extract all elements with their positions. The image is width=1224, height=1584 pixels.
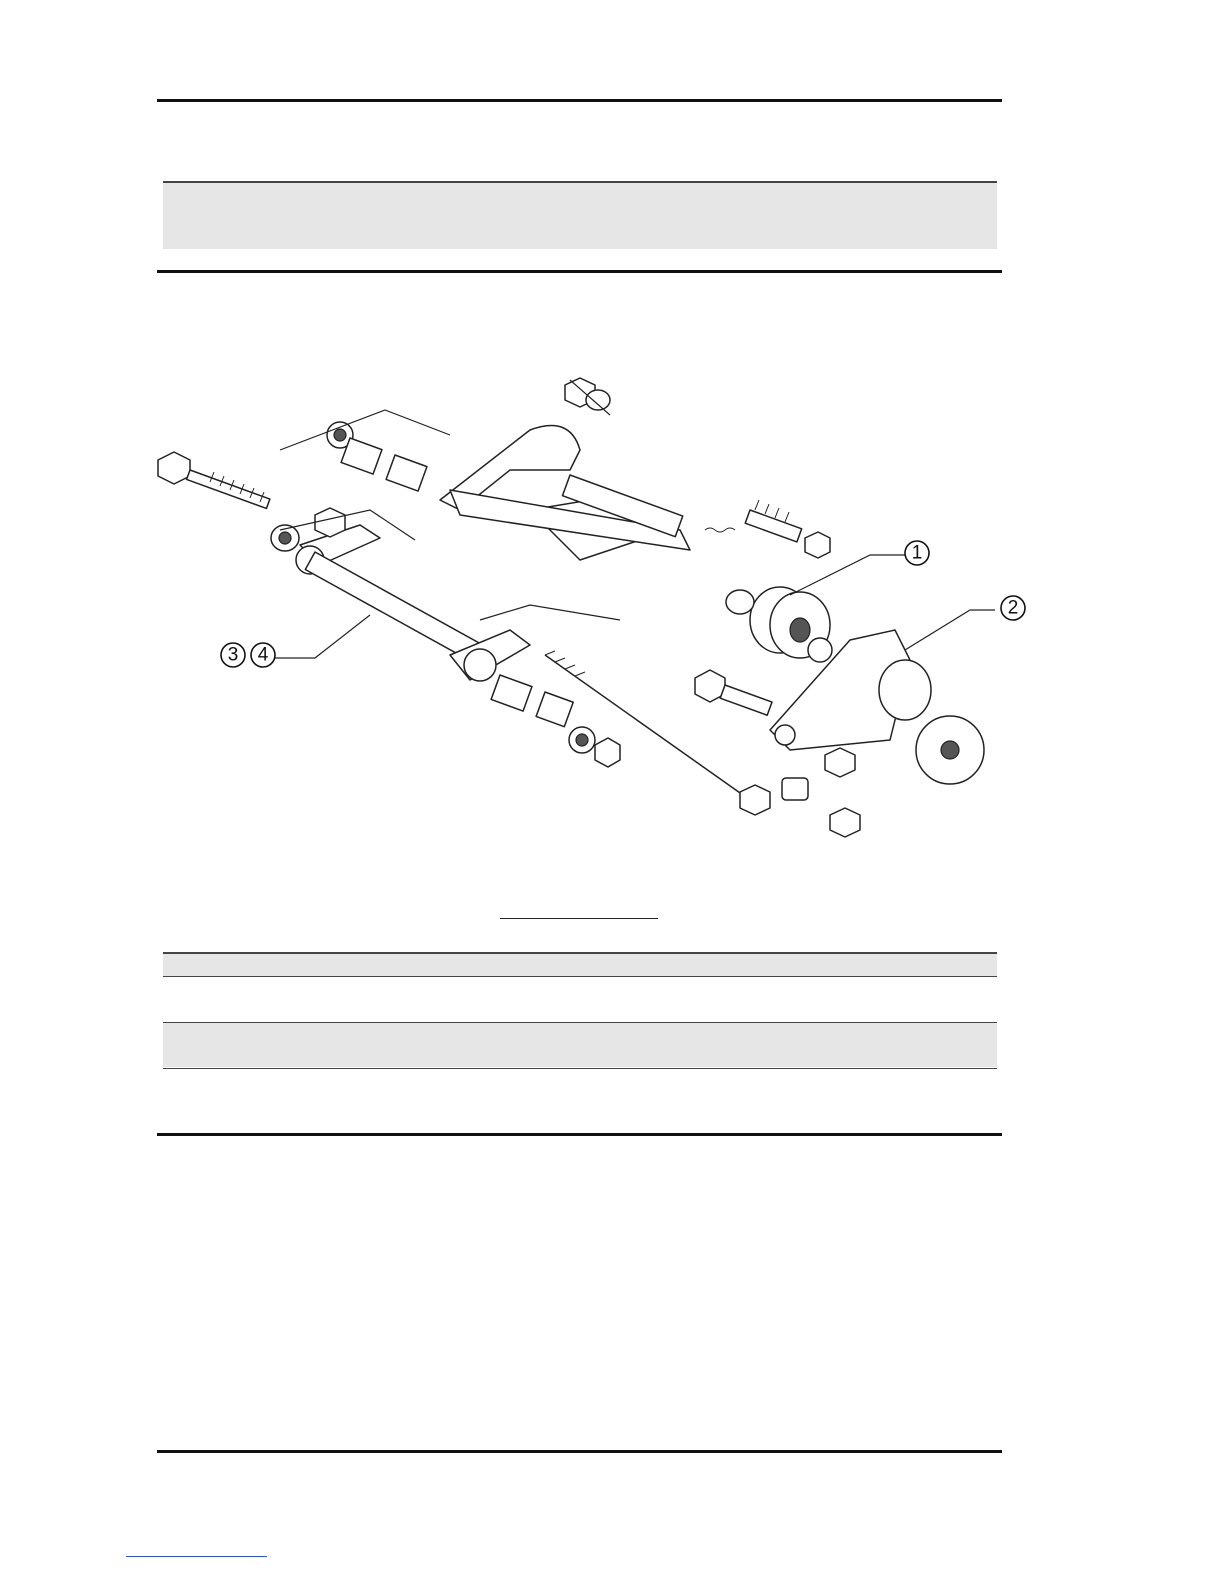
- callout-4-label: 4: [257, 644, 269, 666]
- callout-3: [221, 643, 245, 667]
- long-bolt-top: [158, 452, 299, 551]
- callout-3-label: 3: [227, 644, 239, 666]
- header-bottom-rule: [157, 270, 1002, 273]
- upper-bushings: [280, 410, 450, 491]
- callout-1: [905, 541, 929, 565]
- table-row-2: [163, 1023, 997, 1067]
- table-bottom-rule: [157, 1133, 1002, 1136]
- top-nut: [565, 378, 610, 415]
- callout-4: [251, 643, 275, 667]
- callout-1-label: 1: [911, 542, 923, 564]
- table-header-row: [163, 954, 997, 976]
- footer-link-underline[interactable]: [126, 1556, 267, 1557]
- table-header-rule: [163, 976, 997, 977]
- right-bolt: [705, 500, 830, 558]
- figure-caption-underline: [500, 918, 658, 919]
- pivot-cylinder: [726, 587, 832, 662]
- lower-bushings: [491, 675, 620, 767]
- callout-2: [1001, 596, 1025, 620]
- exploded-parts-diagram: [150, 360, 1030, 860]
- upper-bracket: [440, 426, 690, 561]
- header-title-band: [163, 183, 997, 249]
- header-top-rule: [157, 99, 1002, 102]
- footer-rule: [157, 1450, 1002, 1453]
- callout-2-label: 2: [1007, 597, 1019, 619]
- table-row-rule-2: [163, 1068, 997, 1069]
